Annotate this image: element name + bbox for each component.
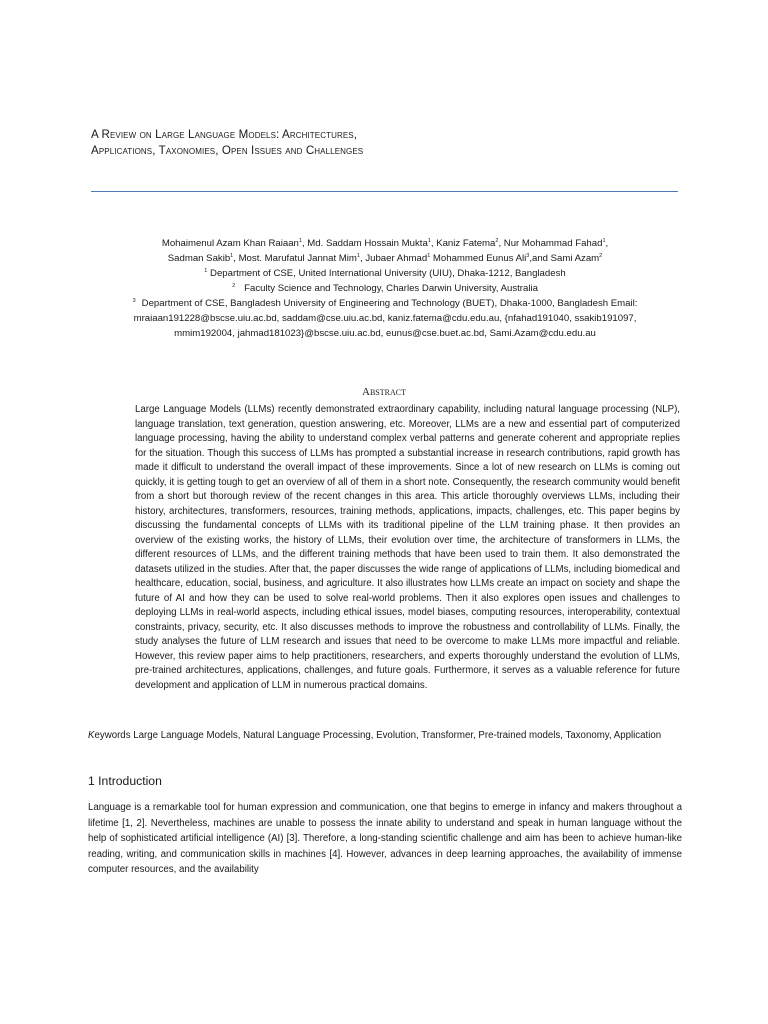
title-line-1: A Review on Large Language Models: Architectures, xyxy=(91,128,358,141)
keywords-text: Large Language Models, Natural Language Processing, Evolution, Transformer, Pre-trained models, Taxonomy, Application xyxy=(130,730,662,741)
affiliation-mark: 1 xyxy=(298,237,302,244)
author-name: Mohaimenul Azam Khan Raiaan xyxy=(161,238,299,249)
author-line-1 xyxy=(86,236,684,251)
affiliation-mark: 1 xyxy=(204,267,208,274)
keywords xyxy=(88,729,678,744)
author-separator: , xyxy=(605,238,609,249)
author-name: , Nur Mohammad Fahad xyxy=(498,238,603,249)
affiliation-mark: 2 xyxy=(232,282,236,289)
author-name: ,and Sami Azam xyxy=(529,253,600,264)
affiliation-text: Department of CSE, Bangladesh University of Engineering and Technology (BUET), Dhaka-1000, Bangladesh Email: xyxy=(141,298,638,309)
abstract-body: Large Language Models (LLMs) recently demonstrated extraordinary capability, including natural language processing (NLP), language translation, text generation, question answering, etc. Moreover, LLMs are a new and essential part of computerized language processing, having the ability to understand complex verbal patterns and generate coherent and appropriate replies for the situation. Though this success of LLMs has prompted a substantial increase in research contributions, rapid growth has made it difficult to understand the overall impact of these improvements. Since a lot of new research on LLMs is coming out quickly, it is getting tough to get an overview of all of them in a short note. Consequently, the research community would benefit from a short but thorough review of the recent changes in this area. This article thoroughly overviews LLMs, including their history, architectures, transformers, resources, training methods, applications, impacts, challenges, etc. This paper begins by discussing the fundamental concepts of LLMs with its traditional pipeline of the LLM training phase. It then provides an overview of the existing works, the history of LLMs, their evolution over time, the architecture of transformers in LLMs, the different resources of LLMs, and the different training methods that have been used to train them. It also demonstrated the datasets utilized in the studies. After that, the paper discusses the wide range of applications of LLMs, including biomedical and healthcare, education, social, business, and agriculture. It also illustrates how LLMs create an impact on society and shape the future of AI and how they can be used to solve real-world problems. Then it also explores open issues and challenges to deploying LLMs in real-world aspects, including ethical issues, model biases, computing resources, interoperability, contextual constraints, privacy, security, etc. It also discusses methods to improve the robustness and controllability of LLMs. Finally, the study analyses the future of LLM research and issues that need to be overcome to make LLMs more impactful and reliable. However, this review paper aims to help practitioners, researchers, and experts thoroughly understand the evolution of LLMs, pre-trained architectures, applications, challenges, and future goals. Furthermore, it serves as a valuable reference for future development and application of LLM in numerous practical domains. xyxy=(135,404,680,691)
keywords-label: eywords xyxy=(94,730,131,741)
author-name: , Md. Saddam Hossain Mukta xyxy=(301,238,428,249)
section-heading-introduction: 1 Introduction xyxy=(88,774,162,788)
title-divider xyxy=(91,191,678,192)
affiliation-mark: 2 xyxy=(495,237,499,244)
affiliation-1 xyxy=(86,266,684,281)
affiliation-mark: 1 xyxy=(356,252,360,259)
abstract-heading: Abstract xyxy=(362,386,406,398)
affiliation-text: Faculty Science and Technology, Charles Darwin University, Australia xyxy=(244,283,538,294)
email-line-1: mraiaan191228@bscse.uiu.ac.bd, saddam@cse.uiu.ac.bd, kaniz.fatema@cdu.edu.au, {nfahad191040, ssakib191097, xyxy=(133,313,637,324)
affiliation-mark: 1 xyxy=(427,252,431,259)
paper-title xyxy=(91,127,691,159)
keywords-lead: K xyxy=(88,730,95,741)
email-line-2: mmim192004, jahmad181023}@bscse.uiu.ac.bd, eunus@cse.buet.ac.bd, Sami.Azam@cdu.edu.au xyxy=(174,328,596,339)
affiliation-2 xyxy=(86,281,684,296)
affiliation-mark: 1 xyxy=(602,237,606,244)
affiliation-text: Department of CSE, United International University (UIU), Dhaka-1212, Bangladesh xyxy=(207,268,566,279)
author-block xyxy=(86,236,684,341)
author-name: , Most. Marufatul Jannat Mim xyxy=(233,253,357,264)
author-line-2 xyxy=(86,251,684,266)
affiliation-mark: 2 xyxy=(599,252,603,259)
author-name: , Jubaer Ahmad xyxy=(360,253,428,264)
affiliation-mark: 1 xyxy=(427,237,431,244)
author-name: , Kaniz Fatema xyxy=(430,238,496,249)
affiliation-mark: 3 xyxy=(132,297,136,304)
affiliation-3 xyxy=(86,296,684,311)
affiliation-mark: 1 xyxy=(230,252,234,259)
author-name: Sadman Sakib xyxy=(167,253,231,264)
title-line-2: Applications, Taxonomies, Open Issues and Challenges xyxy=(91,144,364,157)
author-name: Mohammed Eunus Ali xyxy=(430,253,527,264)
introduction-body: Language is a remarkable tool for human expression and communication, one that begins to emerge in infancy and makers throughout a lifetime [1, 2]. Nevertheless, machines are unable to possess the innate ability to understand and speak in human language without the help of sophisticated artificial intelligence (AI) [3]. Therefore, a long-standing scientific challenge and aim has been to achieve human-like reading, writing, and communication skills in machines [4]. However, advances in deep learning approaches, the availability of immense computer resources, and the availability xyxy=(88,802,682,875)
affiliation-mark: 3 xyxy=(526,252,530,259)
